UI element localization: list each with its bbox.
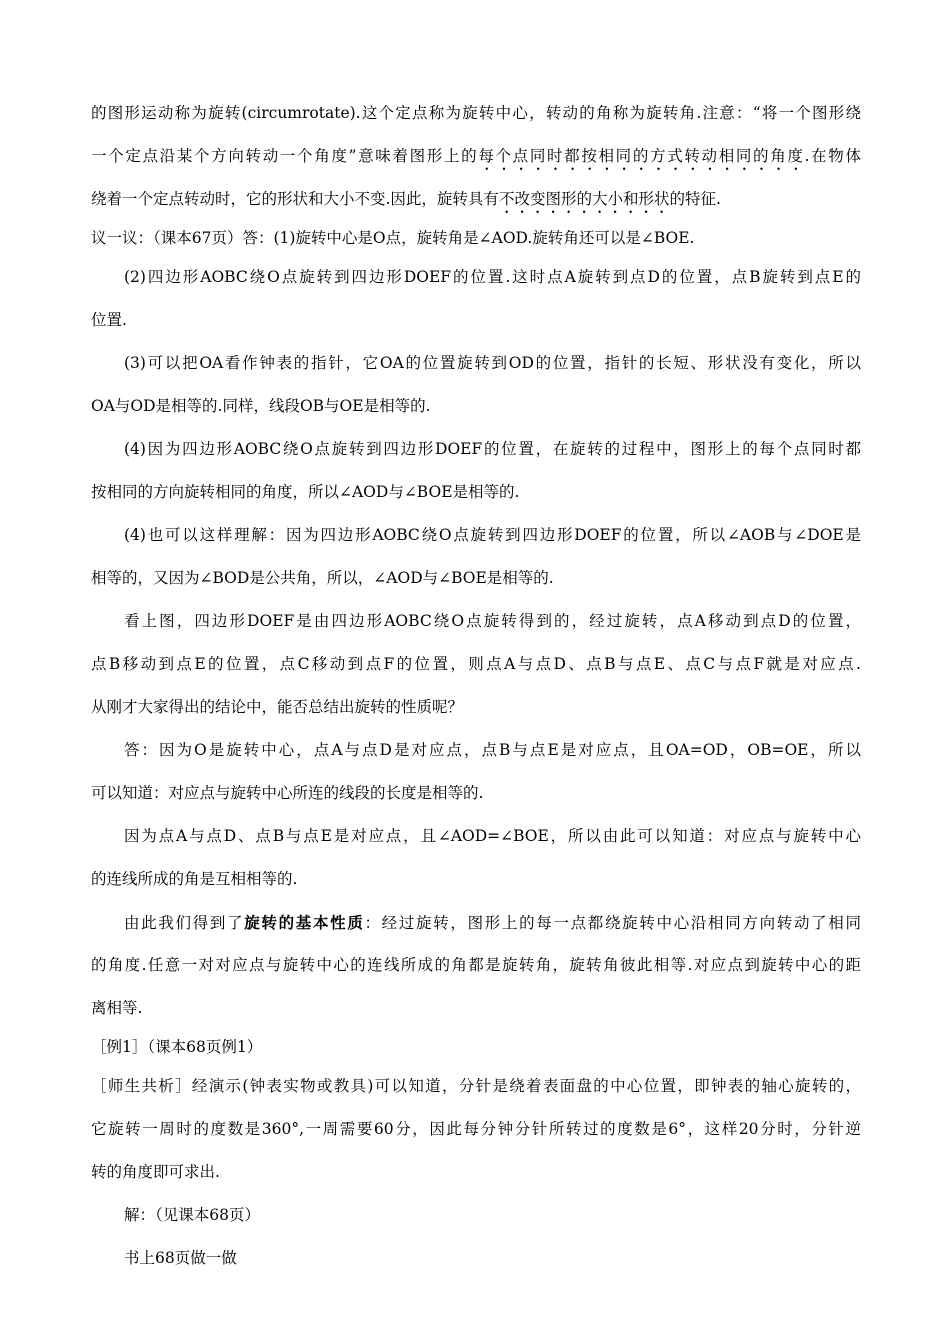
text-line xyxy=(91,901,861,944)
text-line: 答：因为O是旋转中心，点A与点D是对应点，点B与点E是对应点，且OA=OD，OB=OE，所以 xyxy=(124,741,861,759)
text-line xyxy=(91,178,861,221)
text-line: 议一议：（课本67页）答：(1)旋转中心是O点，旋转角是∠AOD.旋转角还可以是∠BOE. xyxy=(91,229,695,247)
document-page xyxy=(91,92,861,1280)
text-line: (3)可以把OA看作钟表的指针，它OA的位置旋转到OD的位置，指针的长短、形状没有变化，所以 xyxy=(124,354,861,372)
text-line: (4)因为四边形AOBC绕O点旋转到四边形DOEF的位置，在旋转的过程中，图形上的每个点同时都 xyxy=(124,440,861,458)
text-line: 的连线所成的角是互相相等的. xyxy=(91,870,298,888)
text-line xyxy=(91,135,861,178)
key-term: 旋转的基本性质 xyxy=(244,913,365,932)
text-line: 相等的，又因为∠BOD是公共角，所以，∠AOD与∠BOE是相等的. xyxy=(91,569,554,587)
text-span: ：经过旋转，图形上的每一点都绕旋转中心沿相同方向转动了相同 xyxy=(364,914,861,932)
text-line: 转的角度即可求出. xyxy=(91,1163,220,1181)
example-title: ［例1］（课本68页例1） xyxy=(91,1038,263,1056)
text-line: 它旋转一周时的度数是360°,一周需要60分，因此每分钟分针所转过的度数是6°，这样20分时，分针逆 xyxy=(91,1120,861,1138)
text-span: 由此我们得到了 xyxy=(124,914,245,932)
text-line: 按相同的方向旋转相同的角度，所以∠AOD与∠BOE是相等的. xyxy=(91,483,520,501)
text-line: (2)四边形AOBC绕O点旋转到四边形DOEF的位置.这时点A旋转到点D的位置，点B旋转到点E的 xyxy=(124,268,861,286)
text-span: .在物体 xyxy=(804,147,861,165)
text-line: 看上图，四边形DOEF是由四边形AOBC绕O点旋转得到的，经过旋转，点A移动到点D的位置， xyxy=(124,612,861,630)
text-line: 因为点A与点D、点B与点E是对应点，且∠AOD=∠BOE，所以由此可以知道：对应点与旋转中心 xyxy=(124,827,861,845)
text-line: 位置. xyxy=(91,311,127,329)
text-line: 离相等. xyxy=(91,999,143,1017)
text-span: 的特征. xyxy=(669,190,721,208)
emphasis-dotted-text: 不改变图形的大小和形状 xyxy=(498,190,670,208)
text-line: OA与OD是相等的.同样，线段OB与OE是相等的. xyxy=(91,397,431,415)
text-line: 的角度.任意一对对应点与旋转中心的连线所成的角都是旋转角，旋转角彼此相等.对应点到旋转中心的距 xyxy=(91,956,861,974)
text-line: 点B移动到点E的位置，点C移动到点F的位置，则点A与点D、点B与点E、点C与点F就是对应点. xyxy=(91,655,861,673)
text-line: 可以知道：对应点与旋转中心所连的线段的长度是相等的. xyxy=(91,784,484,802)
practice-line: 书上68页做一做 xyxy=(124,1249,237,1267)
text-span: 绕着一个定点转动时，它的形状和大小不变.因此，旋转具有 xyxy=(91,190,499,208)
solution-line: 解：（见课本68页） xyxy=(124,1206,260,1224)
text-line: 从刚才大家得出的结论中，能否总结出旋转的性质呢？ xyxy=(91,698,464,716)
text-span: 一个定点沿某个方向转动一个角度”意味着图形上的 xyxy=(91,147,479,165)
text-line: 的图形运动称为旋转(circumrotate).这个定点称为旋转中心，转动的角称为旋转角.注意：“将一个图形绕 xyxy=(91,104,861,122)
text-line: ［师生共析］经演示(钟表实物或教具)可以知道，分针是绕着表面盘的中心位置，即钟表的轴心旋转的， xyxy=(91,1077,861,1095)
emphasis-dotted-text: 每个点同时都按相同的方式转动相同的角度 xyxy=(478,147,805,165)
text-line: (4)也可以这样理解：因为四边形AOBC绕O点旋转到四边形DOEF的位置，所以∠AOB与∠DOE是 xyxy=(124,526,861,544)
